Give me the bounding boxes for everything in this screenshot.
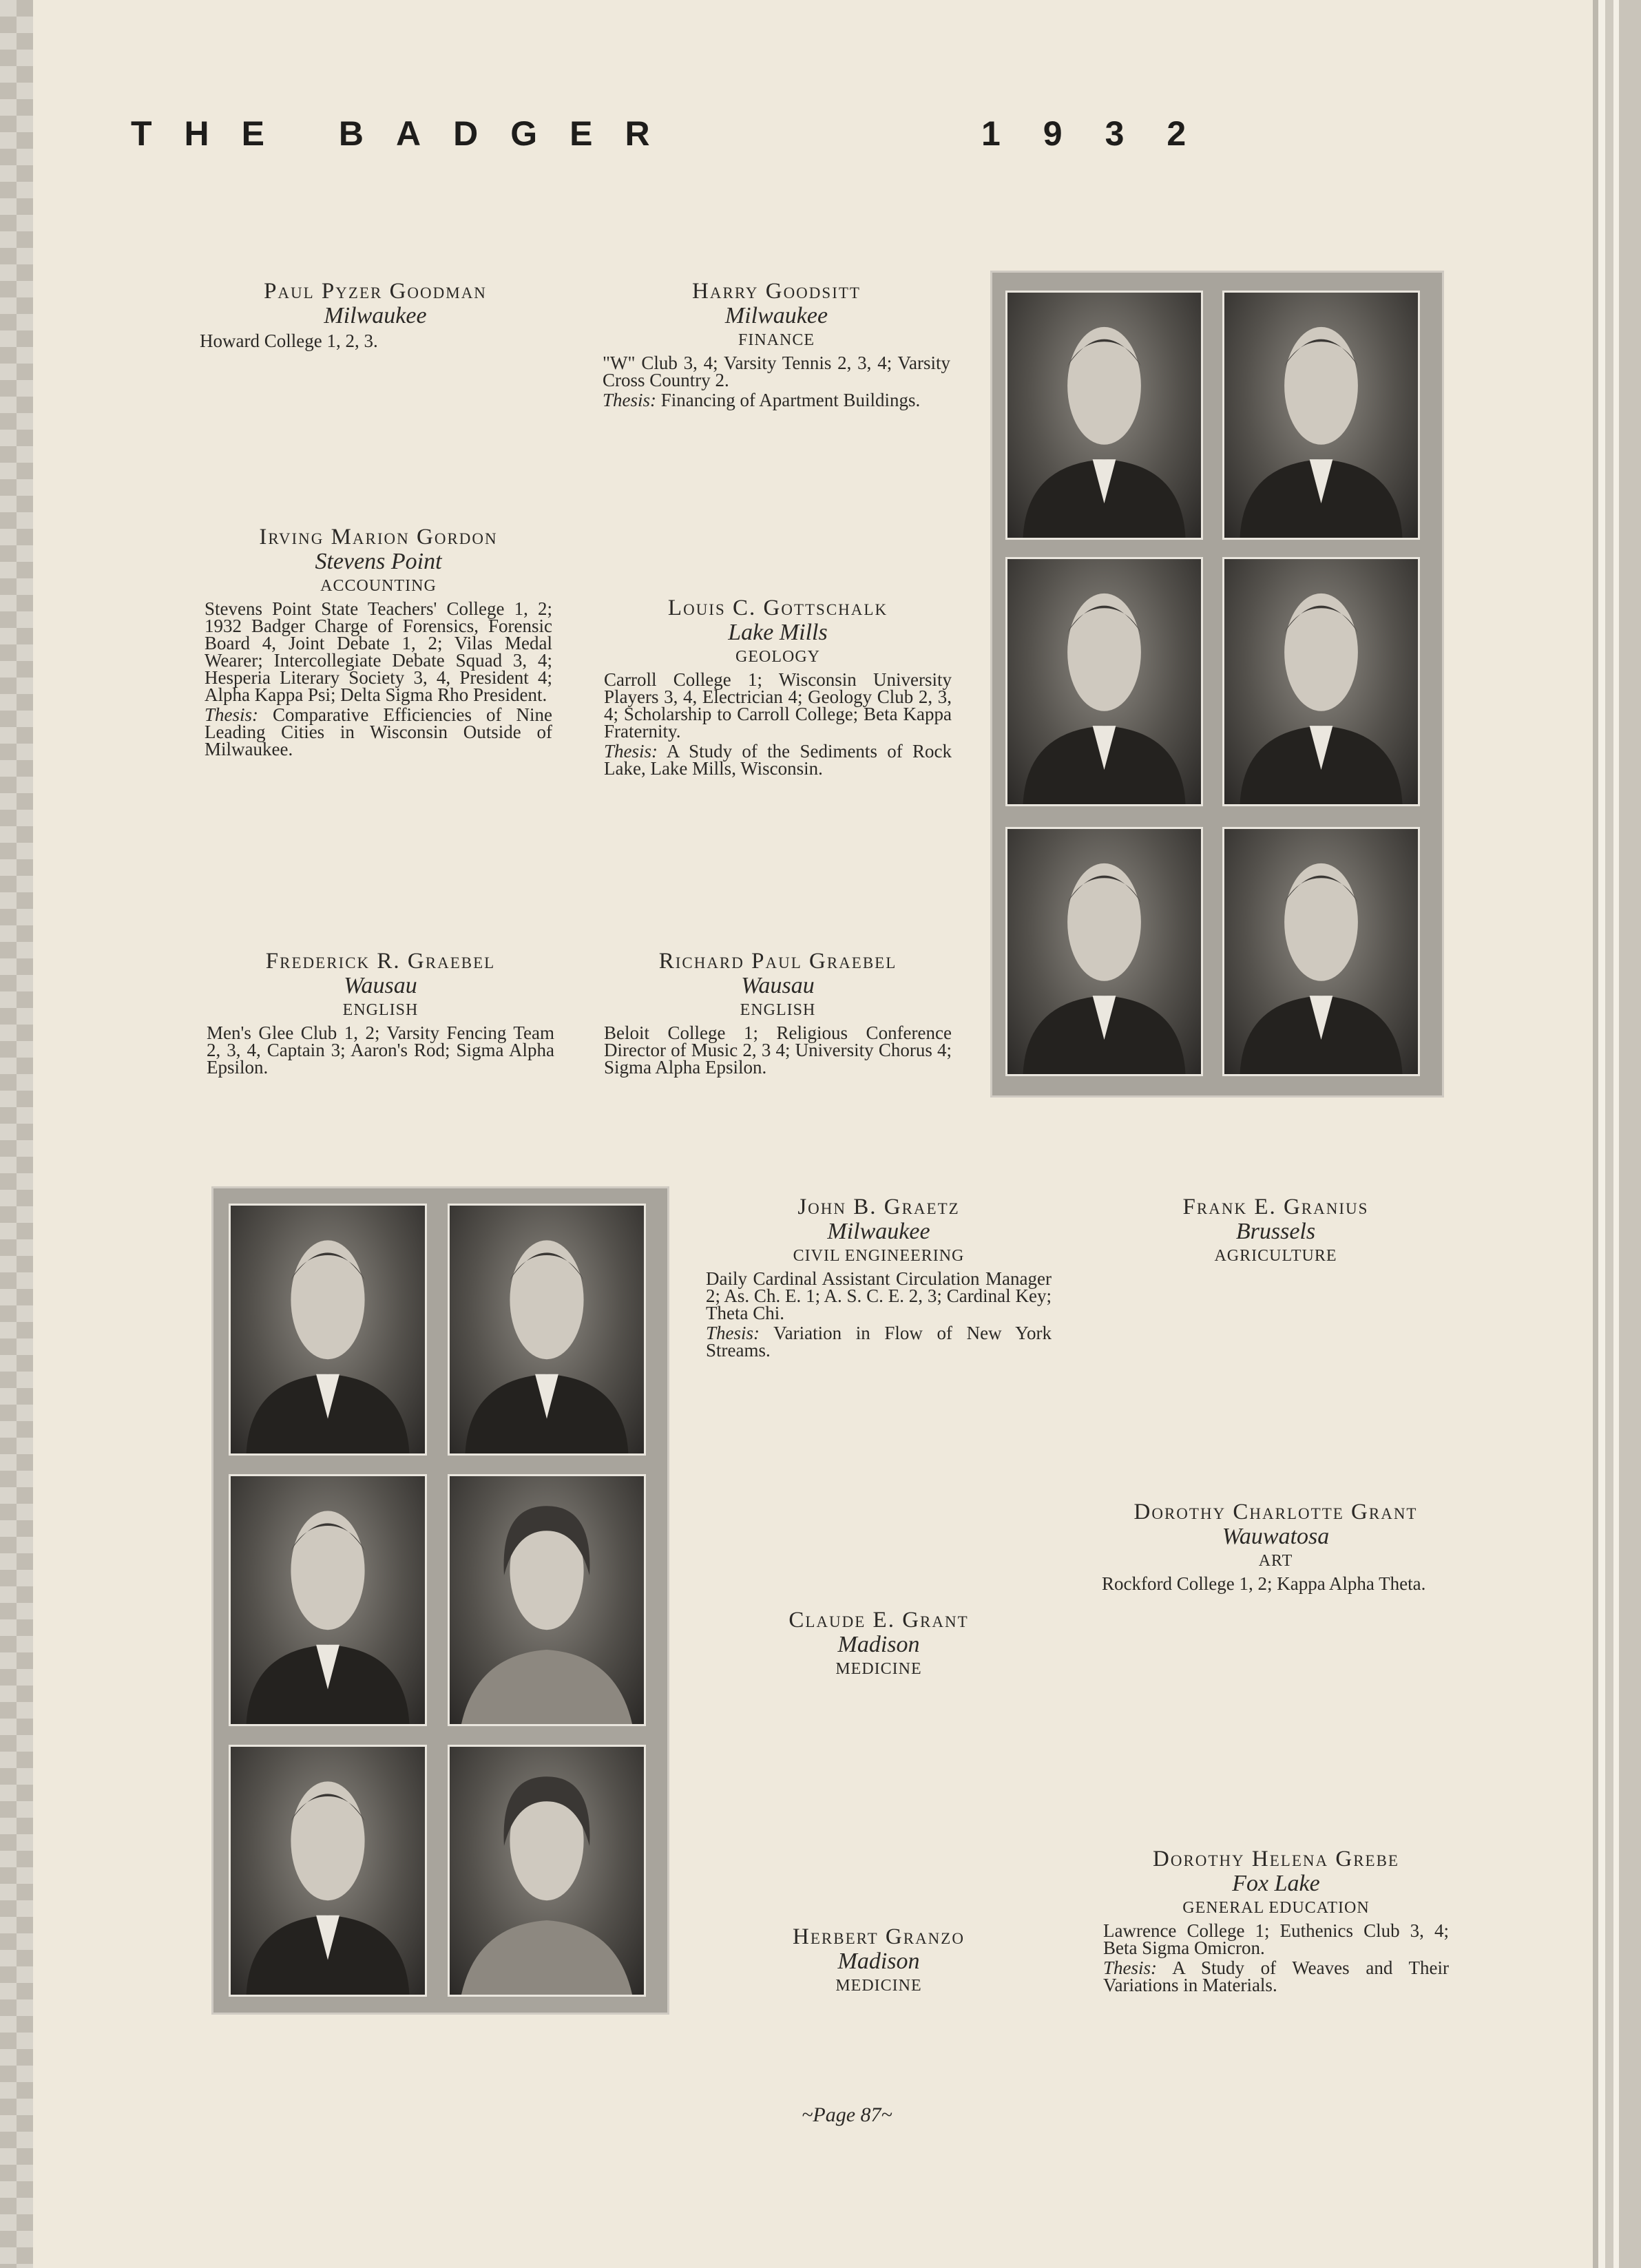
student-major: AGRICULTURE xyxy=(1214,1247,1337,1265)
student-name: Dorothy Helena Grebe xyxy=(1153,1847,1399,1871)
portrait-photo xyxy=(1005,291,1203,540)
thesis-label: Thesis: xyxy=(706,1323,760,1343)
portrait-photo xyxy=(229,1204,427,1456)
student-thesis xyxy=(706,1325,1052,1359)
page-year: 1932 xyxy=(981,114,1229,153)
student-activities: Rockford College 1, 2; Kappa Alpha Theta. xyxy=(1102,1573,1426,1594)
entry-gordon xyxy=(205,525,552,758)
student-thesis xyxy=(1103,1957,1449,1995)
portrait-photo xyxy=(1222,291,1420,540)
student-activities: Daily Cardinal Assistant Circulation Manager 2; As. Ch. E. 1; A. S. C. E. 2, 3; Cardinal Key; Theta Chi. xyxy=(706,1268,1052,1323)
thesis-label: Thesis: xyxy=(1103,1957,1158,1978)
portrait-photo xyxy=(229,1745,427,1997)
portrait-photo xyxy=(448,1745,646,1997)
student-name: Irving Marion Gordon xyxy=(259,525,498,549)
student-city: Milwaukee xyxy=(324,303,427,328)
student-city: Lake Mills xyxy=(728,620,828,645)
student-name: Louis C. Gottschalk xyxy=(667,596,888,620)
student-activities: Lawrence College 1; Euthenics Club 3, 4; Beta Sigma Omicron. xyxy=(1103,1920,1449,1958)
entry-goodman xyxy=(200,279,551,350)
student-major: MEDICINE xyxy=(835,1977,922,1995)
student-activities: Stevens Point State Teachers' College 1, 2; 1932 Badger Charge of Forensics, Forensic Board 4, Joint Debate 1, 2; Vilas Medal Wearer; Intercollegiate Debate Squad 3, 4; Hesperia Literary Society 3, 4, President 4; Alpha Kappa Psi; Delta Sigma Rho President. xyxy=(205,598,552,705)
student-major: GENERAL EDUCATION xyxy=(1182,1899,1370,1917)
entry-grant-claude xyxy=(706,1608,1052,1683)
entry-graetz xyxy=(706,1195,1052,1359)
student-name: Claude E. Grant xyxy=(788,1608,969,1632)
page-title: THE BADGER xyxy=(131,114,682,153)
student-major: ENGLISH xyxy=(342,1001,419,1019)
entry-grant-dorothy xyxy=(1102,1500,1450,1593)
thesis-title: Variation in Flow of New York Streams. xyxy=(706,1323,1052,1361)
portrait-panel-top-right xyxy=(990,271,1444,1098)
entry-grebe xyxy=(1103,1847,1449,1994)
student-activities: Beloit College 1; Religious Conference Director of Music 2, 3 4; University Chorus 4; Sigma Alpha Epsilon. xyxy=(604,1022,952,1078)
entry-granzo xyxy=(706,1924,1052,2000)
student-thesis xyxy=(604,743,952,777)
student-major: ART xyxy=(1258,1552,1293,1570)
student-name: Dorothy Charlotte Grant xyxy=(1133,1500,1418,1524)
student-city: Wausau xyxy=(344,973,417,998)
student-name: Harry Goodsitt xyxy=(692,279,861,304)
student-city: Brussels xyxy=(1235,1219,1316,1244)
student-activities: Men's Glee Club 1, 2; Varsity Fencing Team 2, 3, 4, Captain 3; Aaron's Rod; Sigma Alpha Epsilon. xyxy=(207,1022,554,1078)
student-city: Milwaukee xyxy=(827,1219,930,1244)
thesis-label: Thesis: xyxy=(205,704,259,725)
student-name: Paul Pyzer Goodman xyxy=(264,279,487,304)
student-city: Stevens Point xyxy=(315,549,442,574)
student-major: CIVIL ENGINEERING xyxy=(793,1247,965,1265)
student-major: GEOLOGY xyxy=(735,648,820,666)
student-city: Wausau xyxy=(741,973,815,998)
portrait-panel-bottom-left xyxy=(211,1186,669,2015)
student-city: Madison xyxy=(837,1949,920,1974)
thesis-title: Comparative Efficiencies of Nine Leading Cities in Wisconsin Outside of Milwaukee. xyxy=(205,704,552,759)
portrait-photo xyxy=(1222,557,1420,806)
student-major: ACCOUNTING xyxy=(320,577,437,595)
student-activities: Carroll College 1; Wisconsin University Players 3, 4, Electrician 4; Geology Club 2, 3, 4; Scholarship to Carroll College; Beta Kappa Fraternity. xyxy=(604,669,952,742)
student-name: Richard Paul Graebel xyxy=(658,949,897,974)
student-major: MEDICINE xyxy=(835,1660,922,1678)
portrait-photo xyxy=(1222,827,1420,1076)
student-city: Fox Lake xyxy=(1232,1871,1320,1896)
thesis-label: Thesis: xyxy=(603,390,657,410)
portrait-photo xyxy=(448,1204,646,1456)
student-activities: Howard College 1, 2, 3. xyxy=(200,330,378,351)
student-name: Herbert Granzo xyxy=(793,1924,965,1949)
student-thesis xyxy=(205,706,552,758)
decorative-left-border xyxy=(0,0,33,2268)
entry-granius xyxy=(1102,1195,1450,1270)
portrait-photo xyxy=(448,1474,646,1726)
portrait-photo xyxy=(229,1474,427,1726)
student-major: FINANCE xyxy=(738,331,815,349)
thesis-title: A Study of the Sediments of Rock Lake, Lake Mills, Wisconsin. xyxy=(604,741,952,779)
student-city: Madison xyxy=(837,1632,920,1657)
student-name: Frederick R. Graebel xyxy=(265,949,496,974)
portrait-photo xyxy=(1005,557,1203,806)
entry-graebel-frederick xyxy=(207,949,554,1076)
thesis-title: Financing of Apartment Buildings. xyxy=(660,390,921,410)
entry-goodsitt xyxy=(603,279,950,409)
entry-gottschalk xyxy=(604,596,952,777)
page-number: ~Page 87~ xyxy=(802,2103,892,2126)
entry-graebel-richard xyxy=(604,949,952,1076)
student-city: Milwaukee xyxy=(724,303,828,328)
student-major: ENGLISH xyxy=(740,1001,816,1019)
thesis-label: Thesis: xyxy=(604,741,658,762)
student-thesis xyxy=(603,392,950,409)
student-name: John B. Graetz xyxy=(797,1195,960,1219)
portrait-photo xyxy=(1005,827,1203,1076)
student-activities: "W" Club 3, 4; Varsity Tennis 2, 3, 4; Varsity Cross Country 2. xyxy=(603,353,950,390)
thesis-title: A Study of Weaves and Their Variations in Materials. xyxy=(1103,1957,1449,1995)
decorative-right-border xyxy=(1593,0,1641,2268)
student-name: Frank E. Granius xyxy=(1182,1195,1369,1219)
student-city: Wauwatosa xyxy=(1222,1524,1330,1549)
